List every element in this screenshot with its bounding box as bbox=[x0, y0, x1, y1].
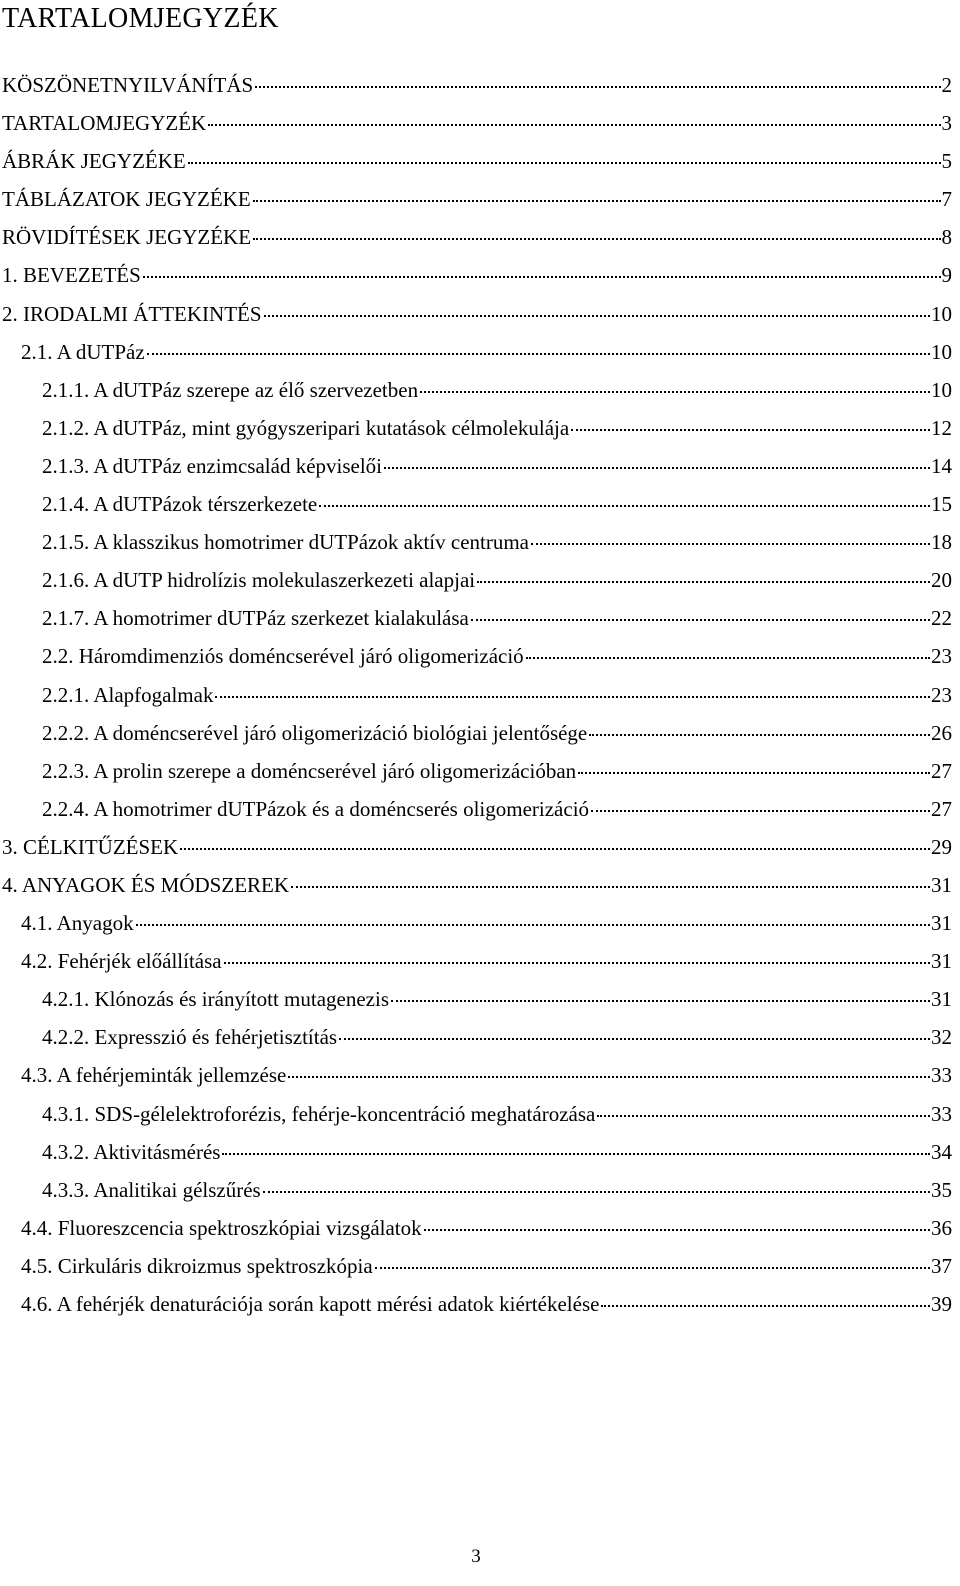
dot-leader bbox=[255, 86, 940, 88]
toc-entry[interactable] bbox=[0, 409, 952, 447]
toc-entry-page-number: 26 bbox=[931, 720, 952, 745]
toc-entry[interactable] bbox=[0, 523, 952, 561]
toc-entry[interactable] bbox=[0, 1171, 952, 1209]
dot-leader bbox=[147, 353, 930, 355]
dot-leader bbox=[375, 1267, 930, 1269]
toc-entry-page-number: 37 bbox=[931, 1253, 952, 1278]
toc-entry-page-number: 35 bbox=[931, 1177, 952, 1202]
toc-entry[interactable] bbox=[0, 790, 952, 828]
toc-entry[interactable] bbox=[0, 561, 952, 599]
toc-entry-page-number: 33 bbox=[931, 1101, 952, 1126]
toc-entry-title: KÖSZÖNETNYILVÁNÍTÁS bbox=[2, 73, 254, 97]
toc-entry-title: RÖVIDÍTÉSEK JEGYZÉKE bbox=[2, 225, 252, 250]
toc-entry[interactable] bbox=[0, 1018, 952, 1056]
toc-entry-title: TARTALOMJEGYZÉK bbox=[2, 111, 207, 136]
toc-entry-page-number: 32 bbox=[931, 1025, 952, 1050]
toc-entry-title: 4.2.1. Klónozás és irányított mutagenezis bbox=[42, 987, 390, 1012]
toc-entry[interactable] bbox=[0, 637, 952, 675]
toc-entry[interactable] bbox=[0, 676, 952, 714]
toc-entry[interactable] bbox=[0, 218, 952, 256]
toc-entry[interactable] bbox=[0, 447, 952, 485]
page-title: TARTALOMJEGYZÉK bbox=[2, 3, 279, 34]
toc-entry-page-number: 9 bbox=[941, 263, 952, 288]
dot-leader bbox=[208, 124, 940, 126]
toc-entry[interactable] bbox=[0, 828, 952, 866]
toc-entry-title: 2.1.2. A dUTPáz, mint gyógyszeripari kutatások célmolekulája bbox=[42, 415, 570, 440]
toc-entry-page-number: 34 bbox=[931, 1139, 952, 1164]
dot-leader bbox=[263, 1191, 930, 1193]
toc-entry[interactable] bbox=[0, 904, 952, 942]
toc-entry[interactable] bbox=[0, 1056, 952, 1094]
dot-leader bbox=[384, 467, 930, 469]
toc-entry-page-number: 5 bbox=[941, 149, 952, 174]
toc-entry-page-number: 31 bbox=[931, 911, 952, 936]
toc-entry-title: 3. CÉLKITŰZÉSEK bbox=[2, 834, 179, 859]
toc-entry-title: ÁBRÁK JEGYZÉKE bbox=[2, 149, 186, 174]
dot-leader bbox=[319, 505, 930, 507]
toc-entry-page-number: 36 bbox=[931, 1215, 952, 1240]
toc-entry[interactable] bbox=[0, 1285, 952, 1323]
dot-leader bbox=[420, 391, 930, 393]
toc-entry-page-number: 31 bbox=[931, 872, 952, 897]
toc-entry-title: 2.2.4. A homotrimer dUTPázok és a doméncserés oligomerizáció bbox=[42, 796, 590, 821]
toc-entry[interactable] bbox=[0, 66, 952, 104]
toc-entry-title: 4.1. Anyagok bbox=[21, 911, 134, 936]
toc-entry-page-number: 2 bbox=[941, 73, 952, 97]
toc-entry[interactable] bbox=[0, 980, 952, 1018]
toc-entry-page-number: 7 bbox=[941, 187, 952, 212]
toc-entry-title: 4.6. A fehérjék denaturációja során kapott mérési adatok kiértékelése bbox=[21, 1292, 600, 1316]
toc-entry-title: 4.3.3. Analitikai gélszűrés bbox=[42, 1177, 261, 1202]
toc-entry-page-number: 27 bbox=[931, 758, 952, 783]
dot-leader bbox=[222, 1153, 930, 1155]
dot-leader bbox=[391, 1000, 930, 1002]
toc-entry-title: TÁBLÁZATOK JEGYZÉKE bbox=[2, 187, 251, 212]
dot-leader bbox=[531, 543, 930, 545]
toc-entry-page-number: 31 bbox=[931, 949, 952, 974]
page-number: 3 bbox=[471, 1546, 481, 1567]
toc-entry-title: 2.2. Háromdimenziós doméncserével járó oligomerizáció bbox=[42, 644, 524, 669]
dot-leader bbox=[601, 1305, 930, 1307]
dot-leader bbox=[291, 886, 930, 888]
table-of-contents bbox=[0, 66, 952, 1323]
toc-entry-page-number: 39 bbox=[931, 1292, 952, 1316]
toc-entry-title: 2.2.2. A doméncserével járó oligomerizáció biológiai jelentősége bbox=[42, 720, 588, 745]
toc-entry-page-number: 3 bbox=[941, 111, 952, 136]
toc-entry[interactable] bbox=[0, 371, 952, 409]
dot-leader bbox=[143, 276, 941, 278]
toc-entry-page-number: 14 bbox=[931, 453, 952, 478]
toc-entry-title: 4.2. Fehérjék előállítása bbox=[21, 949, 222, 974]
toc-entry[interactable] bbox=[0, 866, 952, 904]
toc-entry-page-number: 12 bbox=[931, 415, 952, 440]
toc-entry-page-number: 10 bbox=[931, 339, 952, 364]
dot-leader bbox=[264, 315, 930, 317]
toc-entry-page-number: 8 bbox=[941, 225, 952, 250]
toc-entry-title: 4.3.1. SDS-gélelektroforézis, fehérje-koncentráció meghatározása bbox=[42, 1101, 596, 1126]
toc-entry[interactable] bbox=[0, 1247, 952, 1285]
toc-entry-title: 4.3.2. Aktivitásmérés bbox=[42, 1139, 221, 1164]
toc-entry[interactable] bbox=[0, 752, 952, 790]
toc-entry[interactable] bbox=[0, 333, 952, 371]
toc-entry-page-number: 23 bbox=[931, 682, 952, 707]
toc-entry-title: 2.2.3. A prolin szerepe a doméncserével járó oligomerizációban bbox=[42, 758, 577, 783]
toc-entry-page-number: 10 bbox=[931, 377, 952, 402]
dot-leader bbox=[591, 810, 930, 812]
dot-leader bbox=[578, 772, 930, 774]
toc-entry[interactable] bbox=[0, 1133, 952, 1171]
dot-leader bbox=[288, 1076, 930, 1078]
toc-entry-title: 2.1.1. A dUTPáz szerepe az élő szervezetben bbox=[42, 377, 419, 402]
toc-entry-title: 2.1.6. A dUTP hidrolízis molekulaszerkezeti alapjai bbox=[42, 568, 476, 593]
toc-entry-title: 4.2.2. Expresszió és fehérjetisztítás bbox=[42, 1025, 338, 1050]
toc-entry-title: 4.3. A fehérjeminták jellemzése bbox=[21, 1063, 287, 1088]
dot-leader bbox=[339, 1038, 930, 1040]
toc-entry-page-number: 10 bbox=[931, 301, 952, 326]
dot-leader bbox=[477, 581, 930, 583]
toc-entry-page-number: 31 bbox=[931, 987, 952, 1012]
dot-leader bbox=[253, 238, 940, 240]
toc-entry[interactable] bbox=[0, 180, 952, 218]
dot-leader bbox=[188, 162, 941, 164]
dot-leader bbox=[526, 657, 930, 659]
dot-leader bbox=[224, 962, 930, 964]
toc-entry-title: 1. BEVEZETÉS bbox=[2, 263, 141, 288]
dot-leader bbox=[180, 848, 930, 850]
toc-entry-page-number: 18 bbox=[931, 530, 952, 555]
toc-entry-page-number: 15 bbox=[931, 492, 952, 517]
dot-leader bbox=[424, 1229, 930, 1231]
toc-entry[interactable] bbox=[0, 485, 952, 523]
toc-entry-page-number: 33 bbox=[931, 1063, 952, 1088]
toc-entry-title: 4.4. Fluoreszcencia spektroszkópiai vizsgálatok bbox=[21, 1215, 422, 1240]
toc-entry-page-number: 29 bbox=[931, 834, 952, 859]
toc-entry[interactable] bbox=[0, 104, 952, 142]
dot-leader bbox=[253, 200, 941, 202]
toc-entry-title: 2.1. A dUTPáz bbox=[21, 339, 145, 364]
toc-entry[interactable] bbox=[0, 1209, 952, 1247]
toc-entry[interactable] bbox=[0, 142, 952, 180]
dot-leader bbox=[589, 734, 930, 736]
dot-leader bbox=[136, 924, 930, 926]
toc-entry[interactable] bbox=[0, 1095, 952, 1133]
toc-entry[interactable] bbox=[0, 295, 952, 333]
toc-entry-title: 2. IRODALMI ÁTTEKINTÉS bbox=[2, 301, 262, 326]
dot-leader bbox=[471, 619, 930, 621]
toc-entry-title: 2.1.5. A klasszikus homotrimer dUTPázok aktív centruma bbox=[42, 530, 529, 555]
toc-entry-page-number: 23 bbox=[931, 644, 952, 669]
toc-entry-title: 4.5. Cirkuláris dikroizmus spektroszkópia bbox=[21, 1253, 373, 1278]
toc-entry-page-number: 27 bbox=[931, 796, 952, 821]
toc-entry[interactable] bbox=[0, 942, 952, 980]
toc-entry-title: 2.1.4. A dUTPázok térszerkezete bbox=[42, 492, 318, 517]
toc-entry-page-number: 22 bbox=[931, 606, 952, 631]
toc-entry[interactable] bbox=[0, 256, 952, 294]
toc-entry-title: 2.1.3. A dUTPáz enzimcsalád képviselői bbox=[42, 453, 383, 478]
toc-entry[interactable] bbox=[0, 714, 952, 752]
dot-leader bbox=[597, 1115, 930, 1117]
dot-leader bbox=[215, 696, 930, 698]
toc-entry-page-number: 20 bbox=[931, 568, 952, 593]
dot-leader bbox=[571, 429, 930, 431]
toc-entry[interactable] bbox=[0, 599, 952, 637]
toc-entry-title: 4. ANYAGOK ÉS MÓDSZEREK bbox=[2, 872, 290, 897]
toc-entry-title: 2.2.1. Alapfogalmak bbox=[42, 682, 214, 707]
toc-entry-title: 2.1.7. A homotrimer dUTPáz szerkezet kialakulása bbox=[42, 606, 469, 631]
